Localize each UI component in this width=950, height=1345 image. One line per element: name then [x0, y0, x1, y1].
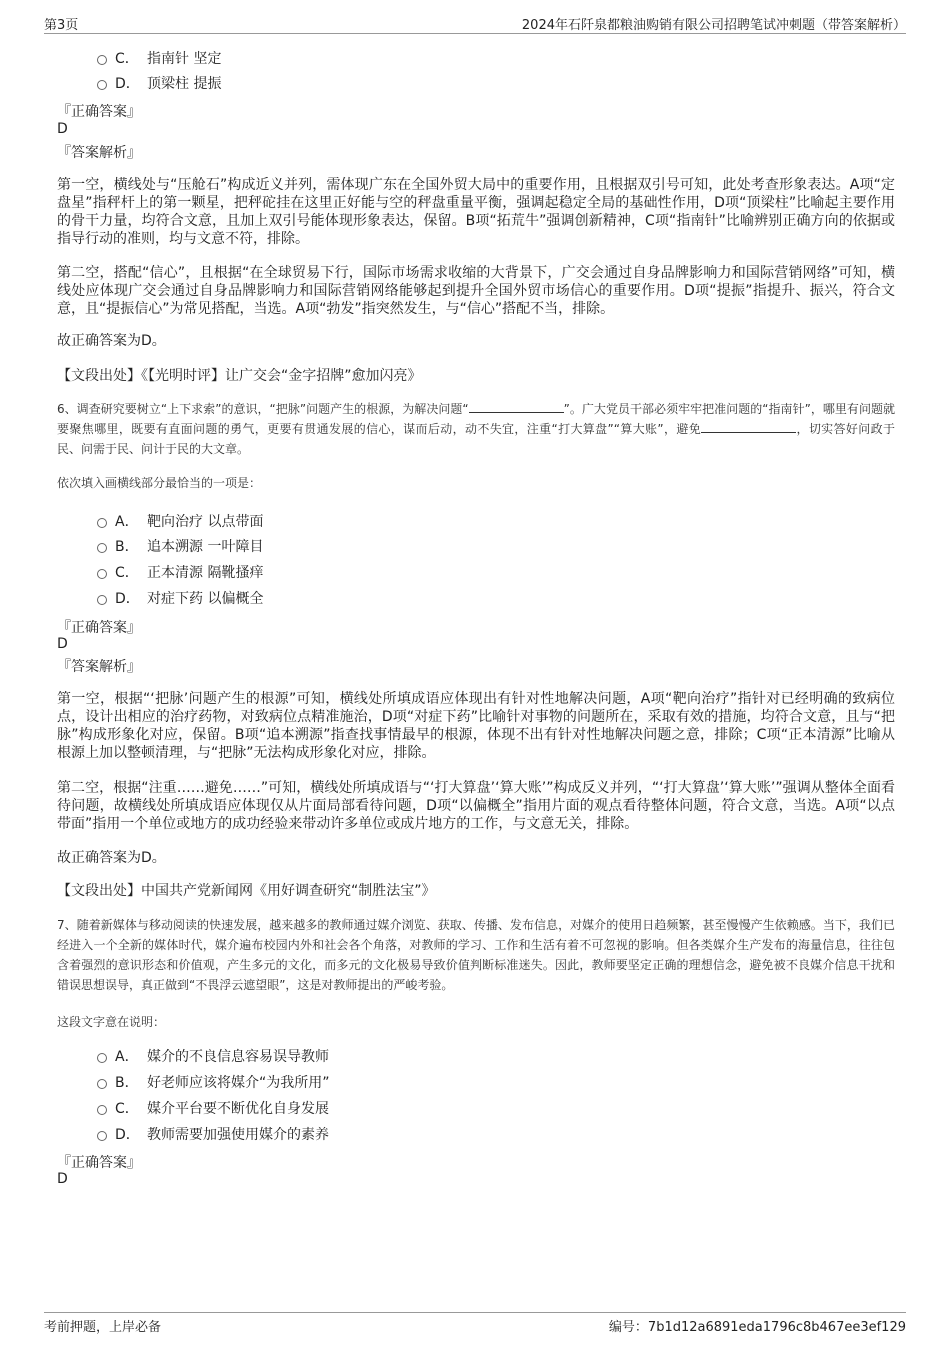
q6-option-c[interactable]: C． 正本清源 隔靴搔痒 — [97, 562, 263, 582]
q7-option-c[interactable]: C． 媒介平台要不断优化自身发展 — [97, 1098, 329, 1118]
radio-icon[interactable] — [97, 1079, 107, 1089]
q6-analysis-label: 『答案解析』 — [57, 659, 141, 675]
footer-slogan: 考前押题，上岸必备 — [44, 1320, 162, 1335]
q6-option-d[interactable]: D． 对症下药 以偏概全 — [97, 588, 263, 608]
answer-blank — [469, 401, 564, 413]
q6-option-a[interactable]: A． 靶向治疗 以点带面 — [97, 511, 263, 531]
q5-option-c[interactable]: C． 指南针 坚定 — [97, 48, 221, 68]
q6-answer-label: 『正确答案』 — [57, 620, 141, 636]
page-footer — [44, 1312, 906, 1334]
q6-option-b[interactable]: B． 追本溯源 一叶障目 — [97, 536, 263, 556]
radio-icon[interactable] — [97, 55, 107, 65]
q6-source: 【文段出处】中国共产党新闻网《用好调查研究“制胜法宝”》 — [57, 883, 436, 899]
radio-icon[interactable] — [97, 569, 107, 579]
q7-prompt: 这段文字意在说明： — [57, 1015, 166, 1029]
radio-icon[interactable] — [97, 518, 107, 528]
q7-option-b[interactable]: B． 好老师应该将媒介“为我所用” — [97, 1072, 330, 1092]
q6-analysis-paragraph-1: 第一空，根据“‘把脉’问题产生的根源”可知，横线处所填成语应体现出有针对性地解决问题，A项“靶向治疗”指针对已经明确的致病位点，设计出相应的治疗药物，对致病位点精准施治，D项“对症下药”比喻针对事物的问题所在，采取有效的措施，均符合文意，且与“把脉”构成形象化对应，保留。B项“追本溯源”指查找事情最早的根源，体现不出有针对性地解决问题之意，排除；C项“正本清源”比喻从根源上加以整顿清理，与“把脉”无法构成形象化对应，排除。 — [57, 691, 895, 761]
q5-source: 【文段出处】《【光明时评】让广交会“金字招牌”愈加闪亮》 — [57, 368, 422, 384]
radio-icon[interactable] — [97, 80, 107, 90]
radio-icon[interactable] — [97, 1105, 107, 1115]
q7-question: 7、随着新媒体与移动阅读的快速发展，越来越多的教师通过媒介浏览、获取、传播、发布信息，对媒介的使用日趋频繁，甚至慢慢产生依赖感。当下，我们已经进入一个全新的媒体时代，媒介遍布校园内外和社会各个角落，对教师的学习、工作和生活有着不可忽视的影响。但各类媒介生产发布的海量信息，往往包含着强烈的意识形态和价值观，产生多元的文化，而多元的文化极易导致价值判断标准迷失。因此，教师要坚定正确的理想信念，避免被不良媒介信息干扰和错误思想误导，真正做到“不畏浮云遮望眼”，这是对教师提出的严峻考验。 — [57, 918, 895, 992]
q6-analysis-paragraph-2: 第二空，根据“注重……避免……”可知，横线处所填成语与“‘打大算盘’‘算大账’”构成反义并列，“‘打大算盘’‘算大账’”强调从整体全面看待问题，故横线处所填成语应体现仅从片面局部看待问题，D项“以偏概全”指用片面的观点看待整体问题，符合文意，当选。A项“以点带面”指用一个单位或地方的成功经验来带动许多单位或成片地方的工作，与文意无关，排除。 — [57, 780, 895, 832]
radio-icon[interactable] — [97, 595, 107, 605]
q5-answer: D — [57, 121, 68, 137]
q5-analysis-paragraph-1: 第一空，横线处与“压舱石”构成近义并列，需体现广东在全国外贸大局中的重要作用，且根据双引号可知，此处考查形象表达。A项“定盘星”指秤杆上的第一颗星，把秤砣挂在这里正好能与空的秤盘重量平衡，强调起稳定全局的基础性作用，D项“顶梁柱”比喻起主要作用的骨干力量，均符合文意，且加上双引号能体现形象表达，保留。B项“拓荒牛”强调创新精神，C项“指南针”比喻辨别正确方向的依据或指导行动的准则，均与文意不符，排除。 — [57, 177, 895, 247]
radio-icon[interactable] — [97, 1131, 107, 1141]
q7-answer: D — [57, 1171, 68, 1187]
q5-answer-label: 『正确答案』 — [57, 104, 141, 120]
page-number: 第3页 — [44, 18, 79, 33]
q7-answer-label: 『正确答案』 — [57, 1155, 141, 1171]
document-title: 2024年石阡泉都粮油购销有限公司招聘笔试冲刺题（带答案解析） — [521, 18, 906, 33]
q6-prompt: 依次填入画横线部分最恰当的一项是： — [57, 476, 262, 490]
radio-icon[interactable] — [97, 543, 107, 553]
q7-option-a[interactable]: A． 媒介的不良信息容易误导教师 — [97, 1046, 329, 1066]
document-code: 编号：7b1d12a6891eda1796c8b467ee3ef129 — [608, 1320, 906, 1335]
q6-question: 6、调查研究要树立“上下求索”的意识，“把脉”问题产生的根源，为解决问题“ ”。广大党员干部必须牢牢把准问题的“指南针”，哪里有问题就要聚焦哪里，既要有直面问题的勇气，更要有贯通发展的信心，谋而后动，动不失宜，注重“打大算盘”“算大账”，避免 ，切实答好问政于民、问需于民、问计于民的大文章。 — [57, 402, 895, 456]
radio-icon[interactable] — [97, 1053, 107, 1063]
q6-answer: D — [57, 636, 68, 652]
q5-option-d[interactable]: D． 顶梁柱 提振 — [97, 73, 221, 93]
q5-analysis-paragraph-2: 第二空，搭配“信心”，且根据“在全球贸易下行，国际市场需求收缩的大背景下，广交会通过自身品牌影响力和国际营销网络”可知，横线处应体现广交会通过自身品牌影响力和国际营销网络能够起到提升全国外贸市场信心的重要作用。D项“提振”指提升、振兴，符合文意，且“提振信心”为常见搭配，当选。A项“勃发”指突然发生，与“信心”搭配不当，排除。 — [57, 265, 895, 317]
answer-blank — [701, 421, 796, 433]
q6-conclusion: 故正确答案为D。 — [57, 850, 166, 866]
q5-analysis-label: 『答案解析』 — [57, 145, 141, 161]
page-header — [44, 14, 906, 34]
q5-conclusion: 故正确答案为D。 — [57, 333, 166, 349]
q7-option-d[interactable]: D． 教师需要加强使用媒介的素养 — [97, 1124, 329, 1144]
